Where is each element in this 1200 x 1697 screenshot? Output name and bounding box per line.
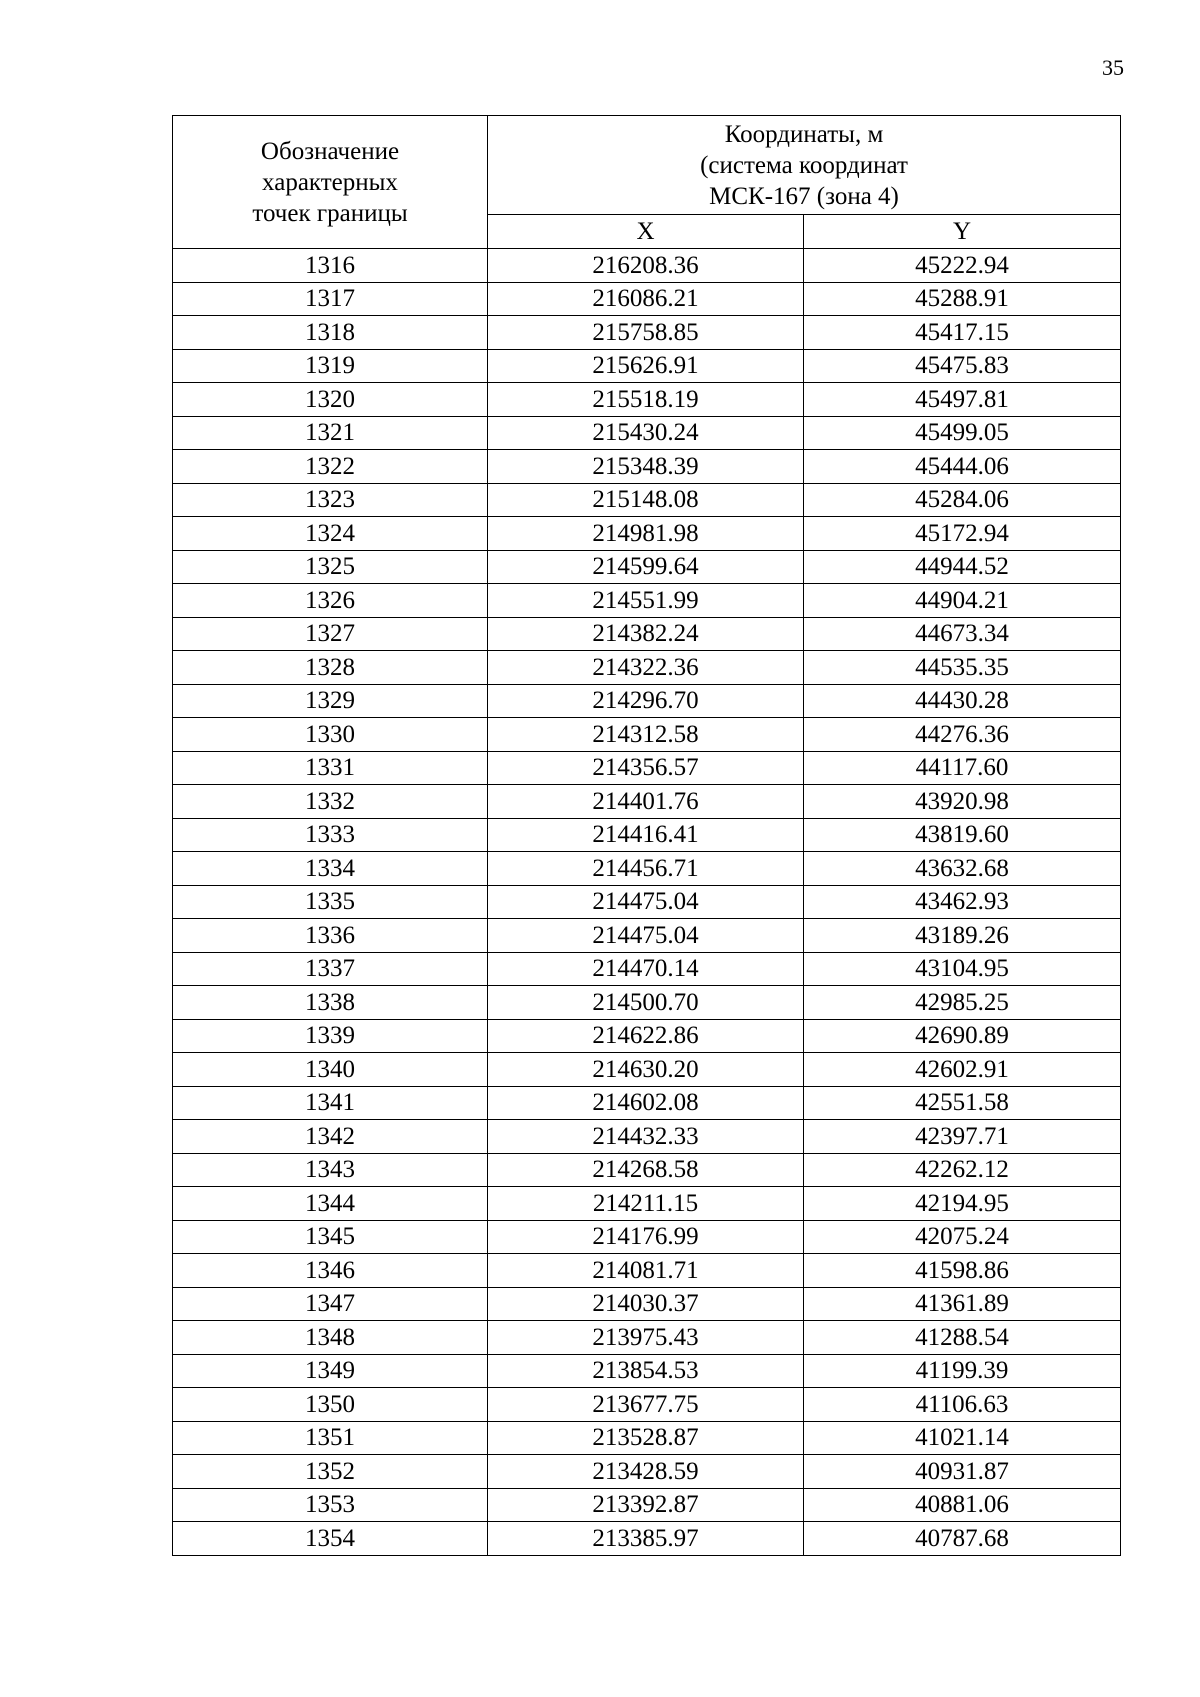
table-row	[173, 818, 1121, 852]
cell-point-number: 1316	[173, 249, 488, 283]
cell-y-coordinate: 42397.71	[804, 1120, 1121, 1154]
cell-y-coordinate: 44944.52	[804, 550, 1121, 584]
cell-y-coordinate: 43632.68	[804, 852, 1121, 886]
cell-y-coordinate: 42075.24	[804, 1220, 1121, 1254]
cell-point-number: 1339	[173, 1019, 488, 1053]
cell-y-coordinate: 45222.94	[804, 249, 1121, 283]
cell-y-coordinate: 40881.06	[804, 1488, 1121, 1522]
cell-point-number: 1318	[173, 316, 488, 350]
cell-x-coordinate: 215148.08	[488, 483, 804, 517]
cell-y-coordinate: 43462.93	[804, 885, 1121, 919]
header-point-designation	[173, 116, 488, 249]
cell-y-coordinate: 43104.95	[804, 952, 1121, 986]
table-row	[173, 1354, 1121, 1388]
cell-x-coordinate: 213854.53	[488, 1354, 804, 1388]
cell-point-number: 1326	[173, 584, 488, 618]
page-number: 35	[1102, 55, 1124, 80]
cell-x-coordinate: 213385.97	[488, 1522, 804, 1556]
table-row	[173, 1522, 1121, 1556]
cell-point-number: 1350	[173, 1388, 488, 1422]
cell-x-coordinate: 214268.58	[488, 1153, 804, 1187]
cell-point-number: 1337	[173, 952, 488, 986]
table-row	[173, 751, 1121, 785]
table-header	[173, 116, 1121, 249]
table-row	[173, 684, 1121, 718]
cell-point-number: 1338	[173, 986, 488, 1020]
cell-x-coordinate: 214602.08	[488, 1086, 804, 1120]
header-y: Y	[804, 215, 1121, 249]
table-row	[173, 349, 1121, 383]
cell-point-number: 1336	[173, 919, 488, 953]
cell-x-coordinate: 214356.57	[488, 751, 804, 785]
table-row	[173, 785, 1121, 819]
cell-x-coordinate: 214500.70	[488, 986, 804, 1020]
cell-y-coordinate: 45499.05	[804, 416, 1121, 450]
cell-y-coordinate: 42602.91	[804, 1053, 1121, 1087]
table-row	[173, 1220, 1121, 1254]
cell-point-number: 1322	[173, 450, 488, 484]
cell-y-coordinate: 44117.60	[804, 751, 1121, 785]
table-row	[173, 383, 1121, 417]
cell-point-number: 1330	[173, 718, 488, 752]
cell-y-coordinate: 45288.91	[804, 282, 1121, 316]
cell-x-coordinate: 214312.58	[488, 718, 804, 752]
table-row	[173, 1086, 1121, 1120]
table-body	[173, 249, 1121, 1556]
cell-y-coordinate: 45417.15	[804, 316, 1121, 350]
cell-x-coordinate: 214475.04	[488, 885, 804, 919]
header-designation-line: точек границы	[252, 199, 408, 227]
cell-point-number: 1328	[173, 651, 488, 685]
header-row-main	[173, 116, 1121, 215]
table-row	[173, 282, 1121, 316]
cell-x-coordinate: 214551.99	[488, 584, 804, 618]
cell-point-number: 1332	[173, 785, 488, 819]
header-x: X	[488, 215, 804, 249]
cell-x-coordinate: 216208.36	[488, 249, 804, 283]
header-coordinates-line: МСК-167 (зона 4)	[709, 182, 899, 210]
cell-x-coordinate: 215518.19	[488, 383, 804, 417]
cell-point-number: 1344	[173, 1187, 488, 1221]
cell-y-coordinate: 42194.95	[804, 1187, 1121, 1221]
cell-y-coordinate: 44276.36	[804, 718, 1121, 752]
cell-x-coordinate: 214416.41	[488, 818, 804, 852]
header-coordinates	[488, 116, 1121, 215]
cell-x-coordinate: 213975.43	[488, 1321, 804, 1355]
cell-point-number: 1351	[173, 1421, 488, 1455]
cell-x-coordinate: 215626.91	[488, 349, 804, 383]
cell-x-coordinate: 213528.87	[488, 1421, 804, 1455]
table-row	[173, 550, 1121, 584]
cell-y-coordinate: 44430.28	[804, 684, 1121, 718]
table-row	[173, 952, 1121, 986]
cell-point-number: 1349	[173, 1354, 488, 1388]
cell-point-number: 1354	[173, 1522, 488, 1556]
table-row	[173, 718, 1121, 752]
cell-x-coordinate: 213677.75	[488, 1388, 804, 1422]
cell-y-coordinate: 40787.68	[804, 1522, 1121, 1556]
cell-y-coordinate: 44904.21	[804, 584, 1121, 618]
cell-y-coordinate: 43920.98	[804, 785, 1121, 819]
cell-y-coordinate: 41021.14	[804, 1421, 1121, 1455]
table-row	[173, 617, 1121, 651]
header-coordinates-line: Координаты, м	[724, 120, 884, 148]
cell-point-number: 1329	[173, 684, 488, 718]
cell-y-coordinate: 43819.60	[804, 818, 1121, 852]
cell-y-coordinate: 43189.26	[804, 919, 1121, 953]
cell-y-coordinate: 41288.54	[804, 1321, 1121, 1355]
cell-y-coordinate: 45284.06	[804, 483, 1121, 517]
cell-point-number: 1345	[173, 1220, 488, 1254]
cell-x-coordinate: 214382.24	[488, 617, 804, 651]
cell-x-coordinate: 216086.21	[488, 282, 804, 316]
cell-y-coordinate: 42551.58	[804, 1086, 1121, 1120]
cell-y-coordinate: 44673.34	[804, 617, 1121, 651]
cell-x-coordinate: 214432.33	[488, 1120, 804, 1154]
table-row	[173, 584, 1121, 618]
cell-point-number: 1321	[173, 416, 488, 450]
table-row	[173, 852, 1121, 886]
cell-point-number: 1331	[173, 751, 488, 785]
cell-point-number: 1334	[173, 852, 488, 886]
cell-y-coordinate: 45444.06	[804, 450, 1121, 484]
table-row	[173, 1388, 1121, 1422]
cell-point-number: 1325	[173, 550, 488, 584]
cell-y-coordinate: 41106.63	[804, 1388, 1121, 1422]
cell-y-coordinate: 42985.25	[804, 986, 1121, 1020]
table-row	[173, 1187, 1121, 1221]
cell-x-coordinate: 213392.87	[488, 1488, 804, 1522]
cell-x-coordinate: 213428.59	[488, 1455, 804, 1489]
cell-point-number: 1343	[173, 1153, 488, 1187]
cell-y-coordinate: 41361.89	[804, 1287, 1121, 1321]
coordinates-table	[172, 115, 1121, 1556]
cell-point-number: 1327	[173, 617, 488, 651]
cell-point-number: 1347	[173, 1287, 488, 1321]
table-row	[173, 986, 1121, 1020]
cell-x-coordinate: 214401.76	[488, 785, 804, 819]
cell-point-number: 1333	[173, 818, 488, 852]
table-row	[173, 249, 1121, 283]
cell-point-number: 1341	[173, 1086, 488, 1120]
cell-x-coordinate: 214456.71	[488, 852, 804, 886]
table-row	[173, 416, 1121, 450]
cell-x-coordinate: 214475.04	[488, 919, 804, 953]
table-row	[173, 1254, 1121, 1288]
cell-point-number: 1342	[173, 1120, 488, 1154]
table-row	[173, 483, 1121, 517]
table-row	[173, 1120, 1121, 1154]
cell-y-coordinate: 41598.86	[804, 1254, 1121, 1288]
table-row	[173, 1455, 1121, 1489]
cell-point-number: 1353	[173, 1488, 488, 1522]
cell-point-number: 1348	[173, 1321, 488, 1355]
cell-point-number: 1324	[173, 517, 488, 551]
cell-x-coordinate: 214470.14	[488, 952, 804, 986]
cell-x-coordinate: 214296.70	[488, 684, 804, 718]
cell-point-number: 1335	[173, 885, 488, 919]
cell-x-coordinate: 214622.86	[488, 1019, 804, 1053]
header-designation-line: характерных	[262, 168, 398, 196]
table-row	[173, 1488, 1121, 1522]
cell-x-coordinate: 214322.36	[488, 651, 804, 685]
table-row	[173, 1053, 1121, 1087]
cell-y-coordinate: 45475.83	[804, 349, 1121, 383]
cell-x-coordinate: 215758.85	[488, 316, 804, 350]
cell-x-coordinate: 214981.98	[488, 517, 804, 551]
table-row	[173, 450, 1121, 484]
cell-y-coordinate: 40931.87	[804, 1455, 1121, 1489]
cell-y-coordinate: 42262.12	[804, 1153, 1121, 1187]
cell-point-number: 1346	[173, 1254, 488, 1288]
table-row	[173, 1153, 1121, 1187]
header-designation-line: Обозначение	[260, 137, 400, 165]
cell-point-number: 1317	[173, 282, 488, 316]
cell-x-coordinate: 214630.20	[488, 1053, 804, 1087]
table-row	[173, 919, 1121, 953]
cell-x-coordinate: 215348.39	[488, 450, 804, 484]
cell-x-coordinate: 214081.71	[488, 1254, 804, 1288]
table-row	[173, 316, 1121, 350]
cell-x-coordinate: 214030.37	[488, 1287, 804, 1321]
table-row	[173, 1287, 1121, 1321]
table-row	[173, 885, 1121, 919]
table-row	[173, 1321, 1121, 1355]
cell-x-coordinate: 214211.15	[488, 1187, 804, 1221]
table-row	[173, 517, 1121, 551]
cell-x-coordinate: 214176.99	[488, 1220, 804, 1254]
cell-point-number: 1320	[173, 383, 488, 417]
table-row	[173, 1421, 1121, 1455]
cell-x-coordinate: 214599.64	[488, 550, 804, 584]
cell-y-coordinate: 45497.81	[804, 383, 1121, 417]
cell-point-number: 1340	[173, 1053, 488, 1087]
cell-point-number: 1352	[173, 1455, 488, 1489]
cell-y-coordinate: 42690.89	[804, 1019, 1121, 1053]
table-row	[173, 651, 1121, 685]
cell-y-coordinate: 44535.35	[804, 651, 1121, 685]
cell-x-coordinate: 215430.24	[488, 416, 804, 450]
cell-point-number: 1319	[173, 349, 488, 383]
table-row	[173, 1019, 1121, 1053]
header-coordinates-line: (система координат	[700, 151, 908, 179]
cell-y-coordinate: 45172.94	[804, 517, 1121, 551]
cell-point-number: 1323	[173, 483, 488, 517]
cell-y-coordinate: 41199.39	[804, 1354, 1121, 1388]
